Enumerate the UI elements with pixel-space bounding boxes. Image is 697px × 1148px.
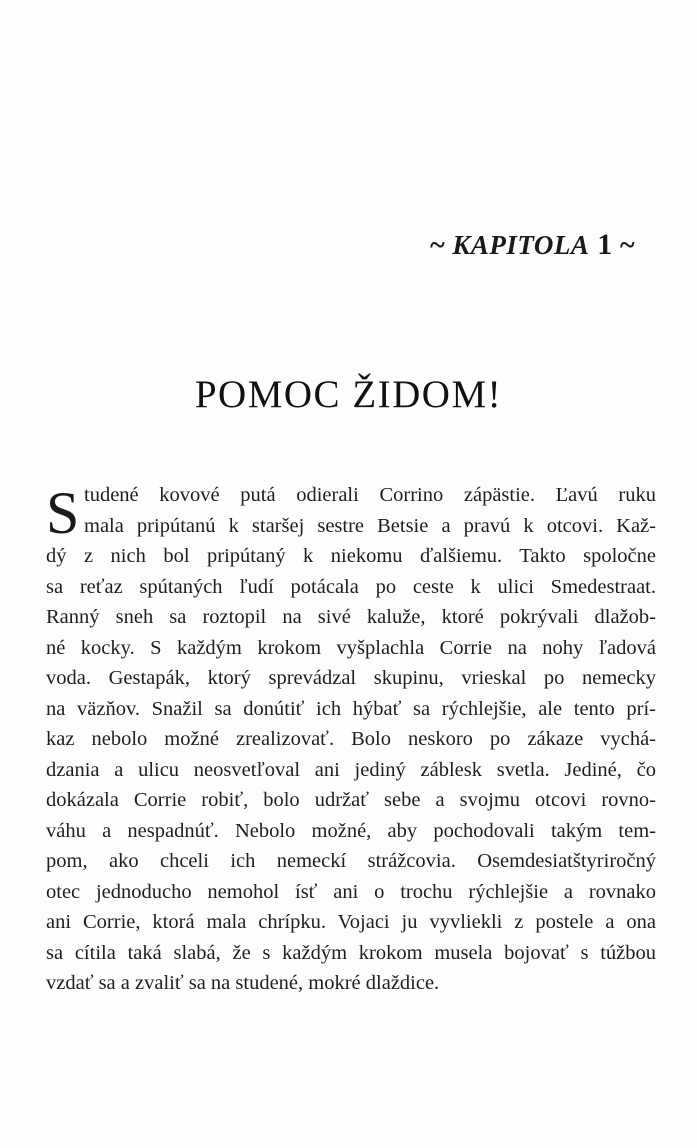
- chapter-heading: [430, 228, 635, 262]
- chapter-number: 1: [597, 228, 613, 261]
- tilde-ornament-right: ~: [619, 230, 635, 261]
- text-line: kaz nebolo možné zrealizovať. Bolo neskoro po zákaze vychá-: [46, 728, 656, 750]
- text-line: ani Corrie, ktorá mala chrípku. Vojaci ju vyvliekli z postele a ona: [46, 911, 656, 933]
- text-line: né kocky. S každým krokom vyšplachla Corrie na nohy ľadová: [46, 636, 656, 659]
- text-line: dokázala Corrie robiť, bolo udržať sebe a svojmu otcovi rovno-: [46, 789, 656, 811]
- text-line: na väzňov. Snažil sa donútiť ich hýbať sa rýchlejšie, ale tento prí-: [46, 697, 656, 720]
- drop-cap: S: [46, 480, 80, 546]
- body-paragraph: [46, 480, 656, 999]
- text-line: Ranný sneh sa roztopil na sivé kaluže, ktoré pokrývali dlažob-: [46, 606, 656, 628]
- text-line: otec jednoducho nemohol ísť ani o trochu rýchlejšie a rovnako: [46, 880, 656, 903]
- text-line: vzdať sa a zvaliť sa na studené, mokré dlaždice.: [46, 972, 440, 994]
- text-line: dzania a ulicu neosvetľoval ani jediný záblesk svetla. Jediné, čo: [46, 758, 656, 781]
- tilde-ornament-left: ~: [430, 230, 446, 261]
- text-line: váhu a nespadnúť. Nebolo možné, aby pochodovali takým tem-: [46, 819, 656, 842]
- text-line: dý z nich bol pripútaný k niekomu ďalšiemu. Takto spoločne: [46, 545, 656, 567]
- text-line: sa reťaz spútaných ľudí potácala po ceste k ulici Smedestraat.: [46, 575, 656, 598]
- text-line: tudené kovové putá odierali Corrino zápästie. Ľavú ruku: [84, 484, 656, 506]
- text-line: mala pripútanú k staršej sestre Betsie a pravú k otcovi. Kaž-: [84, 514, 656, 537]
- chapter-label: KAPITOLA: [452, 230, 588, 260]
- text-line: sa cítila taká slabá, že s každým krokom musela bojovať s túžbou: [46, 941, 656, 964]
- text-line: voda. Gestapák, ktorý sprevádzal skupinu, vrieskal po nemecky: [46, 667, 656, 689]
- chapter-title: POMOC ŽIDOM!: [194, 373, 503, 416]
- text-line: pom, ako chceli ich nemeckí strážcovia. Osemdesiatštyriročný: [46, 850, 656, 872]
